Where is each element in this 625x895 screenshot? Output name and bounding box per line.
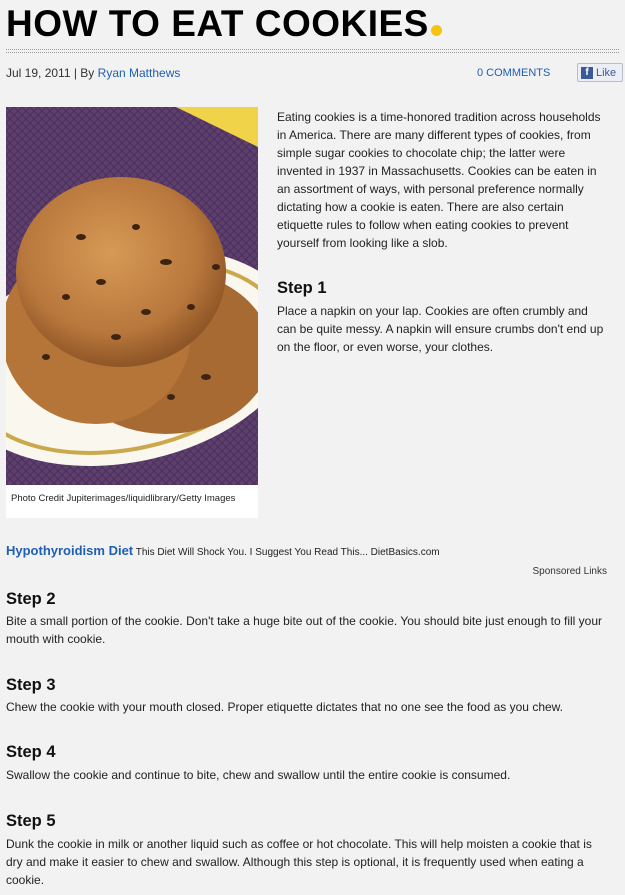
comments-link[interactable]: 0 COMMENTS (477, 67, 551, 79)
facebook-like-button[interactable] (577, 63, 623, 82)
byline (6, 66, 180, 80)
step-4-text: Swallow the cookie and continue to bite, chew and swallow until the entire cookie is consumed. (6, 768, 511, 782)
step-5-title: Step 5 (6, 812, 56, 830)
step-2-text: Bite a small portion of the cookie. Don't take a huge bite out of the cookie. You should bite just enough to fill your mouth with cookie. (6, 614, 603, 646)
page-title: HOW TO EAT COOKIES (6, 3, 429, 44)
cookie-photo[interactable] (6, 107, 258, 485)
sponsored-ad (6, 543, 440, 558)
step-5-text: Dunk the cookie in milk or another liquid such as coffee or hot chocolate. This will help moisten a cookie that is dry and make it easier to chew and swallow. Although this step is optional, it is frequently used when eating a cookie. (6, 837, 592, 887)
cookie-illustration (6, 107, 258, 485)
like-label: Like (596, 66, 617, 79)
title-dot-icon (431, 25, 442, 36)
publish-date: Jul 19, 2011 (6, 66, 71, 80)
ad-text: This Diet Will Shock You. I Suggest You Read This... DietBasics.com (135, 547, 440, 558)
step-3-text: Chew the cookie with your mouth closed. Proper etiquette dictates that no one see the food as you chew. (6, 700, 564, 714)
author-link[interactable]: Ryan Matthews (97, 66, 181, 80)
header-divider (6, 49, 619, 53)
step-3-title: Step 3 (6, 676, 56, 694)
facebook-icon: f (581, 67, 593, 79)
step-2-title: Step 2 (6, 590, 56, 608)
step-1-text: Place a napkin on your lap. Cookies are often crumbly and can be quite messy. A napkin will ensure crumbs don't end up on the floor, or even worse, your clothes. (277, 304, 604, 354)
step-1-title: Step 1 (277, 279, 327, 297)
ad-link[interactable]: Hypothyroidism Diet (6, 543, 134, 558)
article-header (6, 2, 442, 46)
intro-paragraph: Eating cookies is a time-honored tradition across households in America. There are many different types of cookies, from simple sugar cookies to chocolate chip; the latter were invented in 1937 in Massachusetts. Cookies can be eaten in an assortment of ways, with personal preference normally dictating how a cookie is eaten. There are also certain etiquette rules to follow when eating cookies to prevent yourself from looking like a slob. (277, 110, 601, 250)
by-label: | By (73, 66, 95, 80)
sponsored-links-label: Sponsored Links (532, 566, 607, 577)
photo-credit: Photo Credit Jupiterimages/liquidlibrary/Getty Images (11, 493, 236, 504)
step-4-title: Step 4 (6, 743, 56, 761)
photo-figure (6, 107, 258, 518)
